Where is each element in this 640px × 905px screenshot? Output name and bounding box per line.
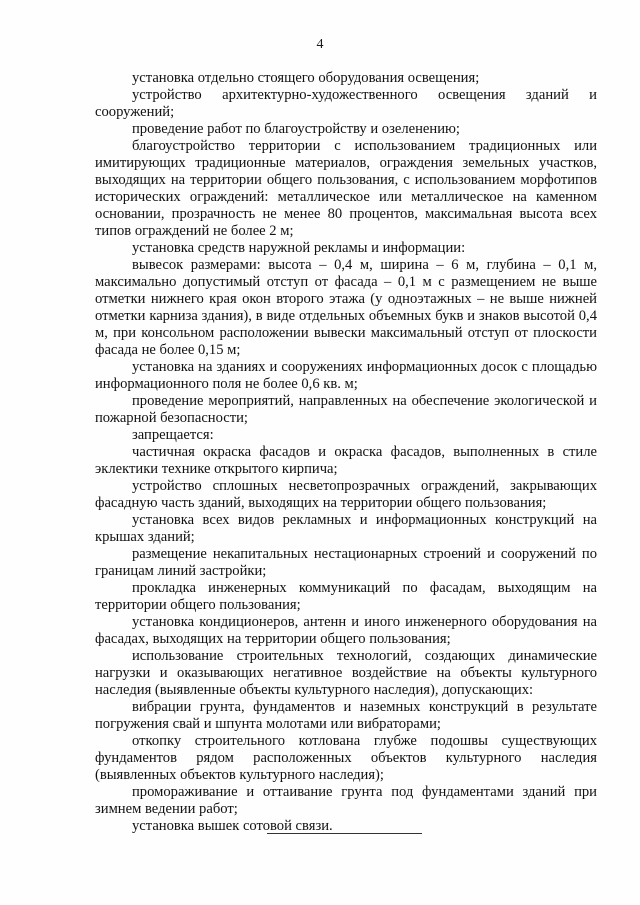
paragraph: установка кондиционеров, антенн и иного инженерного оборудования на фасадах, выходящих на территории общего пользования;: [95, 614, 597, 647]
paragraph: устройство сплошных несветопрозрачных ограждений, закрывающих фасадную часть зданий, выходящих на территории общего пользования;: [95, 478, 597, 511]
paragraph: установка вышек сотовой связи.: [132, 818, 333, 834]
paragraph: установка отдельно стоящего оборудования освещения;: [132, 70, 480, 86]
paragraph: частичная окраска фасадов и окраска фасадов, выполненных в стиле эклектики технике открытого кирпича;: [95, 444, 597, 477]
closing-divider-line: [267, 833, 422, 834]
page-number: 4: [316, 37, 324, 52]
paragraph: промораживание и оттаивание грунта под фундаментами зданий при зимнем ведении работ;: [95, 784, 597, 817]
paragraph: запрещается:: [132, 427, 214, 443]
paragraph: вибрации грунта, фундаментов и наземных конструкций в результате погружения свай и шпунта молотами или вибраторами;: [95, 699, 597, 732]
paragraph: проведение мероприятий, направленных на обеспечение экологической и пожарной безопасности;: [95, 393, 597, 426]
paragraph: прокладка инженерных коммуникаций по фасадам, выходящим на территории общего пользования;: [95, 580, 597, 613]
paragraph: вывесок размерами: высота – 0,4 м, ширина – 6 м, глубина – 0,1 м, максимально допустимый отступ от фасада – 0,1 м с размещением не выше отметки нижнего края окон второго этажа (у одноэтажных – не выше нижней отметки карниза здания), в виде отдельных объемных букв и знаков высотой 0,4 м, при консольном расположении вывески максимальный отступ от плоскости фасада не более 0,15 м;: [95, 257, 597, 358]
paragraph: проведение работ по благоустройству и озеленению;: [132, 121, 460, 137]
paragraph: установка на зданиях и сооружениях информационных досок с площадью информационного поля не более 0,6 кв. м;: [95, 359, 597, 392]
document-body: [95, 70, 597, 835]
paragraph: установка средств наружной рекламы и информации:: [132, 240, 466, 256]
paragraph: откопку строительного котлована глубже подошвы существующих фундаментов рядом расположенных объектов культурного наследия (выявленных объектов культурного наследия);: [95, 733, 597, 783]
paragraph: устройство архитектурно-художественного освещения зданий и сооружений;: [95, 87, 597, 120]
paragraph: благоустройство территории с использованием традиционных или имитирующих традиционные материалов, ограждения земельных участков, выходящих на территории общего пользования, с использованием морфотипов исторических ограждений: металлическое или металлическое на каменном основании, прозрачность не менее 80 процентов, максимальная высота всех типов ограждений не более 2 м;: [95, 138, 597, 239]
paragraph: размещение некапитальных нестационарных строений и сооружений по границам линий застройки;: [95, 546, 597, 579]
paragraph: установка всех видов рекламных и информационных конструкций на крышах зданий;: [95, 512, 597, 545]
paragraph: использование строительных технологий, создающих динамические нагрузки и оказывающих негативное воздействие на объекты культурного наследия (выявленные объекты культурного наследия), допускающих:: [95, 648, 597, 698]
